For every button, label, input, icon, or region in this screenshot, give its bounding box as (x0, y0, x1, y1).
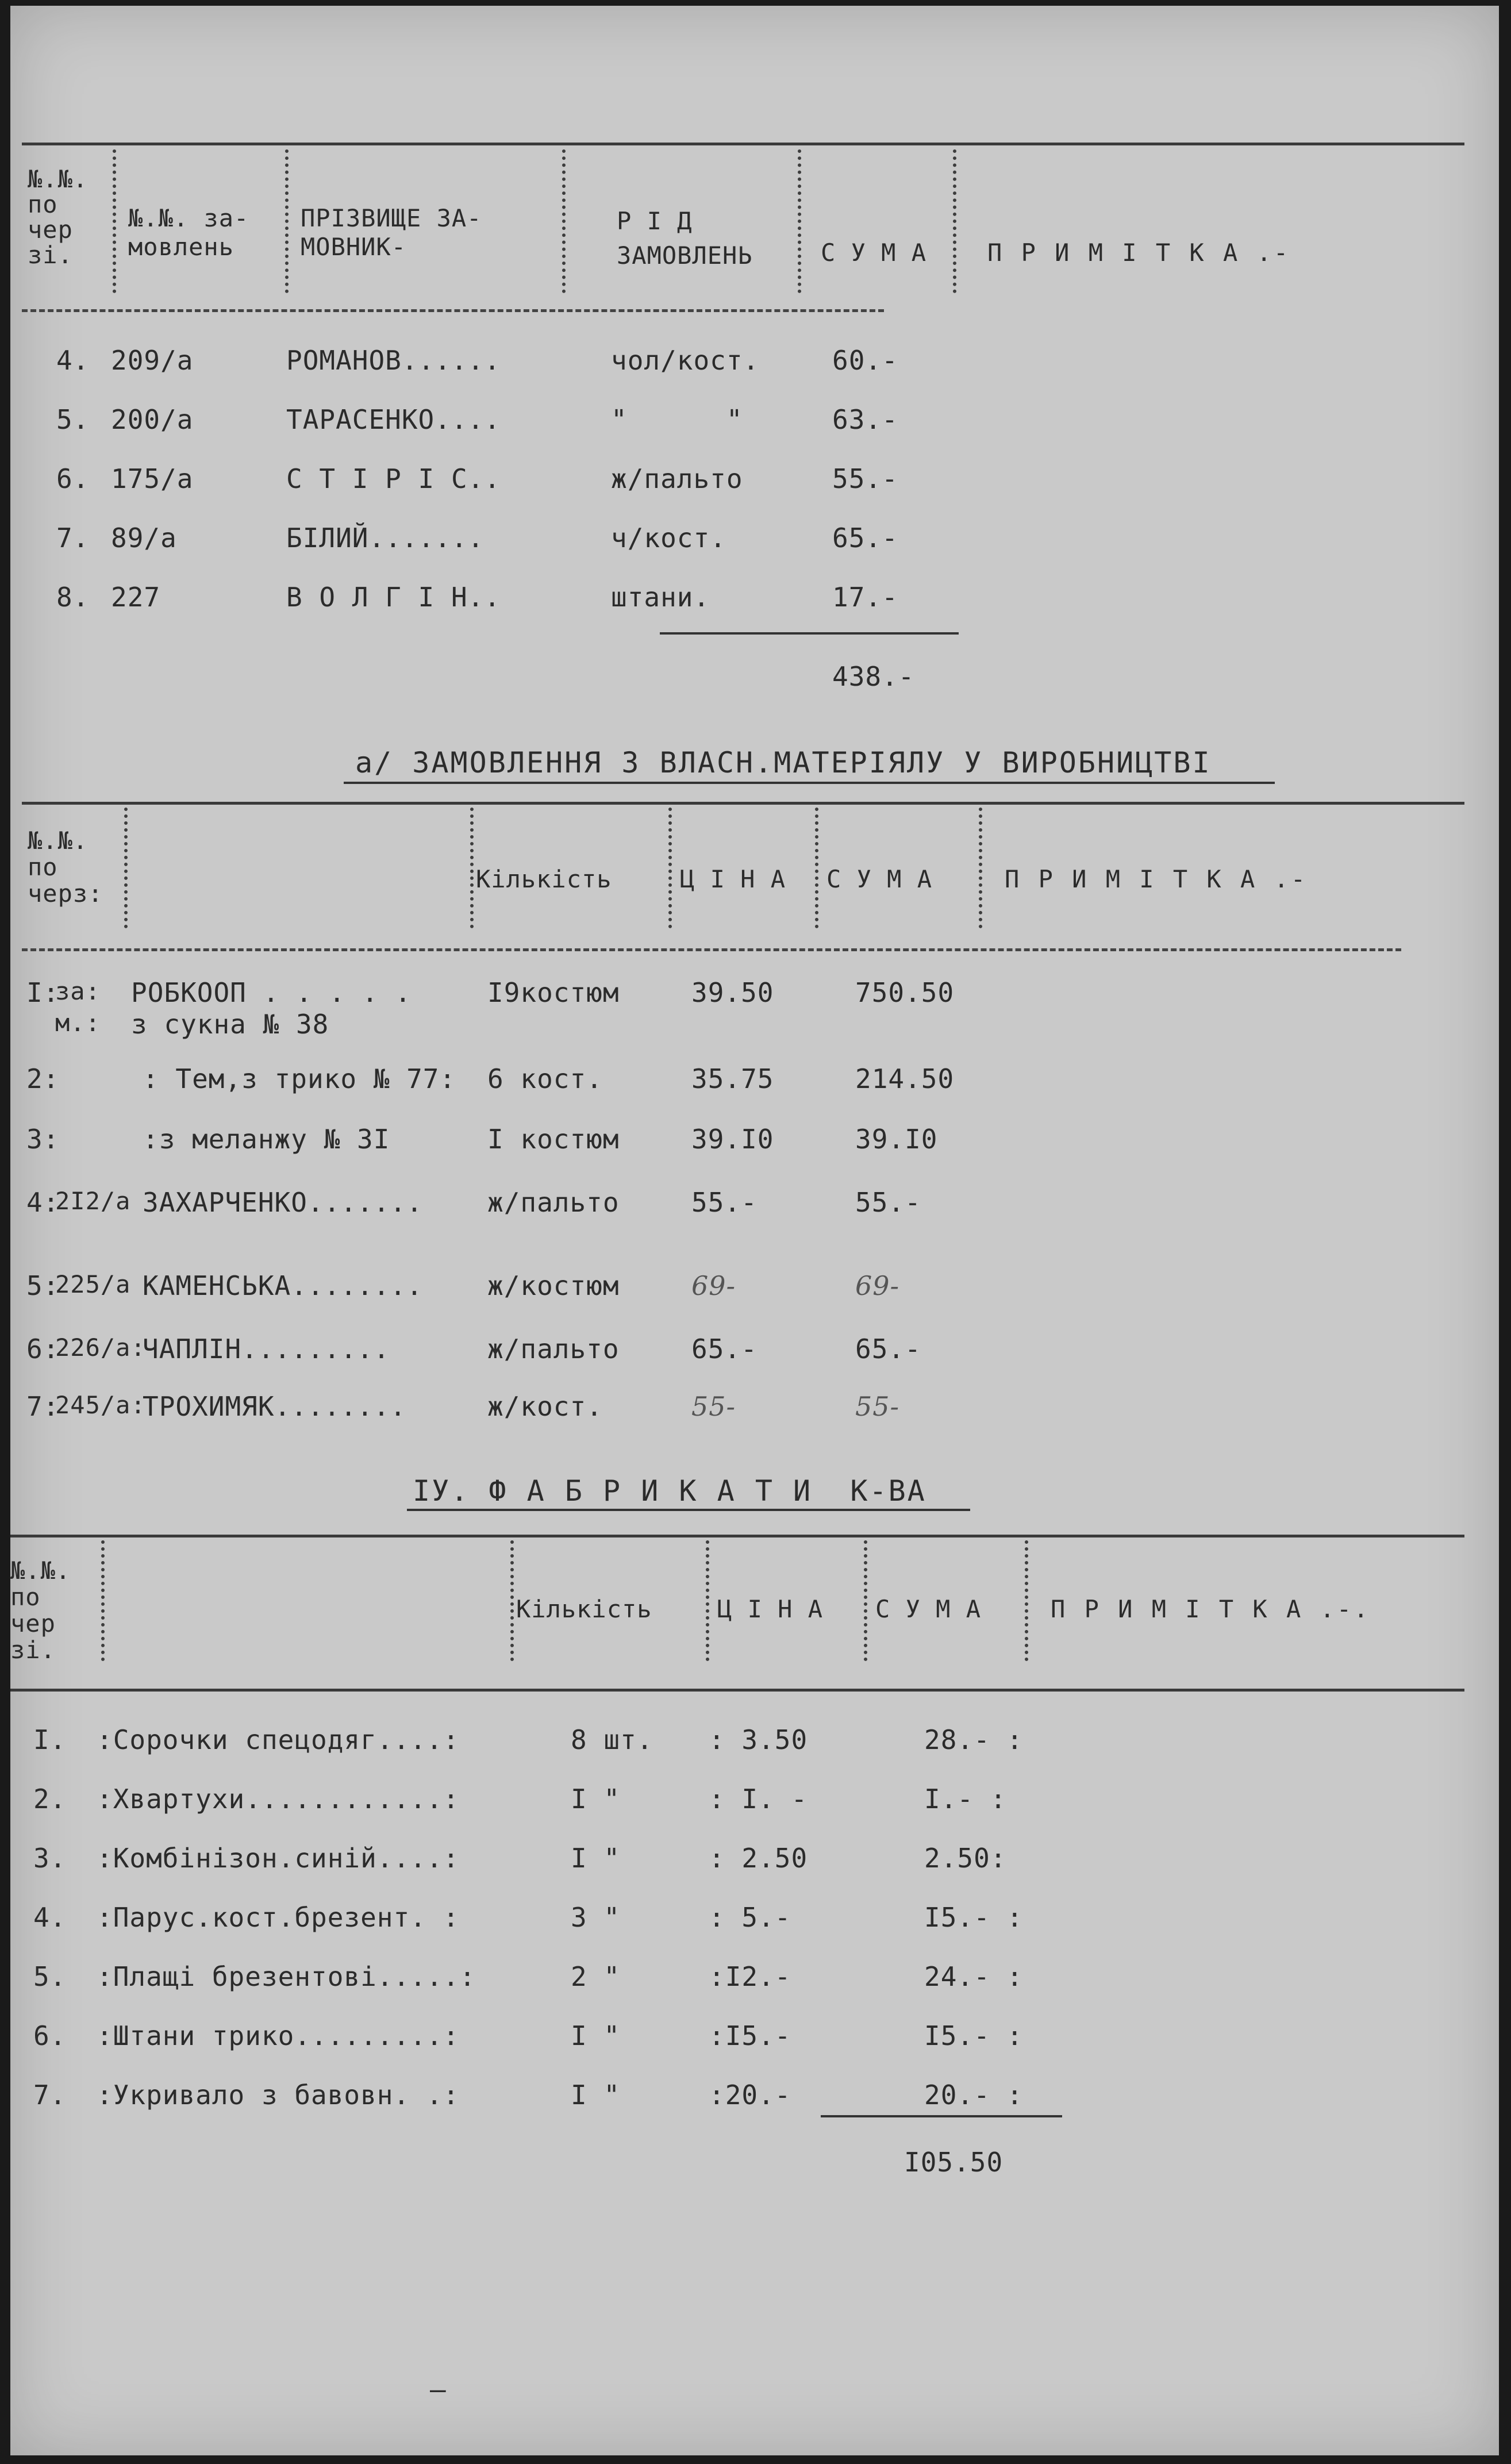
order-number: 2I2/а (55, 1187, 131, 1215)
item-name: РОБКООП . . . . . (131, 977, 412, 1008)
item-name: :Штани трико.........: (97, 2020, 460, 2051)
table1-col-divider (798, 149, 801, 293)
item-price: : 2.50 (709, 1843, 808, 1874)
customer-surname: РОМАНОВ...... (286, 345, 501, 376)
item-quantity: I " (571, 2020, 621, 2051)
section3-title-underline (407, 1509, 970, 1511)
table3-header-sum: С У М А (875, 1595, 982, 1623)
customer-surname: С Т І Р І С.. (286, 463, 501, 494)
order-number: 175/а (111, 463, 194, 494)
table3-col-divider (1025, 1540, 1028, 1661)
row-number: 3. (33, 1843, 67, 1874)
item-quantity: ж/пальто (487, 1333, 620, 1364)
section2-title-underline (344, 782, 1275, 784)
item-price: 65.- (691, 1333, 758, 1364)
order-kind: чол/кост. (611, 345, 760, 376)
item-sum: I5.- : (924, 1902, 1024, 1933)
table2-header-price: Ц І Н А (680, 865, 786, 893)
table1-col-divider (113, 149, 116, 293)
table3-header-num: №.№. по чер зі. (10, 1556, 71, 1664)
order-number: 200/а (111, 404, 194, 435)
item-sum: 28.- : (924, 1724, 1024, 1755)
table3-col-divider (101, 1540, 105, 1661)
order-kind: ж/пальто (611, 463, 743, 494)
item-sum: 69- (855, 1270, 900, 1301)
order-number: 209/а (111, 345, 194, 376)
item-name: :Плащі брезентові.....: (97, 1961, 476, 1992)
section3-title: IУ. Ф А Б Р И К А Т И К-ВА (413, 1474, 926, 1508)
table2-col-divider (124, 808, 128, 928)
table2-header-qty: Кількість (476, 865, 612, 893)
item-name: ЗАХАРЧЕНКО....... (143, 1187, 423, 1218)
item-name: :Укривало з бавовн. .: (97, 2079, 460, 2111)
item-sum: 55.- (855, 1187, 921, 1218)
item-quantity: ж/пальто (487, 1187, 620, 1218)
table1-total-rule (660, 632, 959, 635)
item-price: 55.- (691, 1187, 758, 1218)
table3-header-price: Ц І Н А (717, 1595, 824, 1623)
item-price: :I2.- (709, 1961, 791, 1992)
row-number: 4. (33, 1902, 67, 1933)
row-number: I: (26, 977, 60, 1008)
row-number: 4: (26, 1187, 60, 1218)
footer-mark: – (430, 2374, 447, 2405)
item-quantity: I " (571, 1843, 621, 1874)
order-number: 227 (111, 582, 161, 613)
row-number: 5. (33, 1961, 67, 1992)
table2-col-divider (668, 808, 672, 928)
table3-col-divider (510, 1540, 514, 1661)
item-price: 69- (691, 1270, 736, 1301)
row-number: 2: (26, 1063, 60, 1094)
item-sum: 20.- : (924, 2079, 1024, 2111)
table1-header-rule (22, 309, 884, 312)
table1-top-rule (22, 143, 1464, 145)
item-quantity: ж/кост. (487, 1391, 603, 1422)
table3-total: I05.50 (904, 2147, 1004, 2178)
order-number: за: (55, 977, 101, 1005)
row-number: I. (33, 1724, 67, 1755)
table1-col-divider (285, 149, 289, 293)
item-quantity: 2 " (571, 1961, 621, 1992)
table2-header-rule (22, 948, 1401, 951)
row-number: 8. (56, 582, 90, 613)
item-quantity: 6 кост. (487, 1063, 603, 1094)
row-number: 5: (26, 1270, 60, 1301)
order-sum: 60.- (832, 345, 898, 376)
order-sum: 55.- (832, 463, 898, 494)
row-number: 7: (26, 1391, 60, 1422)
order-number: 89/а (111, 522, 177, 553)
item-sum: 55- (855, 1391, 900, 1422)
customer-surname: В О Л Г І Н.. (286, 582, 501, 613)
item-name: :Хвартухи............: (97, 1783, 460, 1815)
item-price: 55- (691, 1391, 736, 1422)
table1-header-surname: ПРІЗВИЩЕ ЗА- МОВНИК- (301, 204, 482, 261)
row-number: 3: (26, 1124, 60, 1155)
order-kind: " " (611, 404, 743, 435)
table1-col-divider (953, 149, 956, 293)
item-price: : 5.- (709, 1902, 791, 1933)
table2-top-rule (22, 802, 1464, 805)
row-number: 6. (33, 2020, 67, 2051)
item-price: 35.75 (691, 1063, 774, 1094)
table3-top-rule (10, 1535, 1464, 1537)
item-quantity: I " (571, 2079, 621, 2111)
item-quantity: ж/костюм (487, 1270, 620, 1301)
order-number: 225/а (55, 1270, 131, 1298)
table2-header-num: №.№. по черз: (28, 827, 103, 908)
table2-header-note: П Р И М І Т К А .- (1005, 865, 1308, 893)
document-page (10, 6, 1499, 2455)
order-number: 245/а: (55, 1391, 146, 1419)
order-number: 226/а: (55, 1333, 146, 1362)
customer-surname: ТАРАСЕНКО.... (286, 404, 501, 435)
item-name: : Тем,з трико № 77: (143, 1063, 456, 1094)
item-sum: 24.- : (924, 1961, 1024, 1992)
table1-total: 438.- (832, 661, 915, 692)
item-quantity: I9костюм (487, 977, 620, 1008)
table2-col-divider (979, 808, 982, 928)
table3-header-qty: Кількість (516, 1595, 652, 1623)
item-name: :з меланжу № 3I (143, 1124, 390, 1155)
item-name: з сукна № 38 (131, 1009, 329, 1040)
item-quantity: 3 " (571, 1902, 621, 1933)
item-price: :20.- (709, 2079, 791, 2111)
row-number: 6. (56, 463, 90, 494)
item-name: ТРОХИМЯК........ (143, 1391, 407, 1422)
item-sum: 750.50 (855, 977, 955, 1008)
order-kind: штани. (611, 582, 710, 613)
item-sum: 65.- (855, 1333, 921, 1364)
item-name: ЧАПЛІН......... (143, 1333, 390, 1364)
customer-surname: БІЛИЙ....... (286, 522, 485, 553)
order-sum: 17.- (832, 582, 898, 613)
table1-header-note: П Р И М І Т К А .- (987, 239, 1291, 267)
section2-title: а/ ЗАМОВЛЕННЯ З ВЛАСН.МАТЕРІЯЛУ У ВИРОБНИЦТВІ (355, 746, 1212, 779)
item-name: :Сорочки спецодяг....: (97, 1724, 460, 1755)
item-quantity: I " (571, 1783, 621, 1815)
item-price: : 3.50 (709, 1724, 808, 1755)
table2-header-sum: С У М А (826, 865, 933, 893)
item-sum: 2.50: (924, 1843, 1007, 1874)
table1-header-order: №.№. за- мовлень (128, 204, 249, 261)
table3-header-note: П Р И М І Т К А .-. (1051, 1595, 1371, 1623)
table3-total-rule (821, 2115, 1062, 2117)
row-number: 5. (56, 404, 90, 435)
order-kind: ч/кост. (611, 522, 726, 553)
row-number: 7. (56, 522, 90, 553)
table2-col-divider (470, 808, 474, 928)
table1-header-sum: С У М А (821, 239, 927, 267)
table3-header-rule (10, 1689, 1464, 1692)
item-name: :Комбінізон.синій....: (97, 1843, 460, 1874)
row-number: 6: (26, 1333, 60, 1364)
item-quantity: I костюм (487, 1124, 620, 1155)
order-number: м.: (55, 1009, 101, 1037)
table2-col-divider (815, 808, 818, 928)
table1-header-num: №.№. по чер зі. (28, 165, 89, 269)
row-number: 2. (33, 1783, 67, 1815)
item-price: 39.50 (691, 977, 774, 1008)
order-sum: 65.- (832, 522, 898, 553)
table1-col-divider (562, 149, 566, 293)
item-price: :I5.- (709, 2020, 791, 2051)
table1-header-kind: Р І Д ЗАМОВЛЕНЬ (617, 207, 753, 270)
table3-col-divider (706, 1540, 709, 1661)
item-sum: I.- : (924, 1783, 1007, 1815)
item-price: : I. - (709, 1783, 808, 1815)
table3-col-divider (864, 1540, 867, 1661)
row-number: 4. (56, 345, 90, 376)
item-sum: I5.- : (924, 2020, 1024, 2051)
item-sum: 39.I0 (855, 1124, 938, 1155)
item-name: КАМЕНСЬКА........ (143, 1270, 423, 1301)
item-quantity: 8 шт. (571, 1724, 653, 1755)
order-sum: 63.- (832, 404, 898, 435)
item-sum: 214.50 (855, 1063, 955, 1094)
item-name: :Парус.кост.брезент. : (97, 1902, 460, 1933)
row-number: 7. (33, 2079, 67, 2111)
item-price: 39.I0 (691, 1124, 774, 1155)
